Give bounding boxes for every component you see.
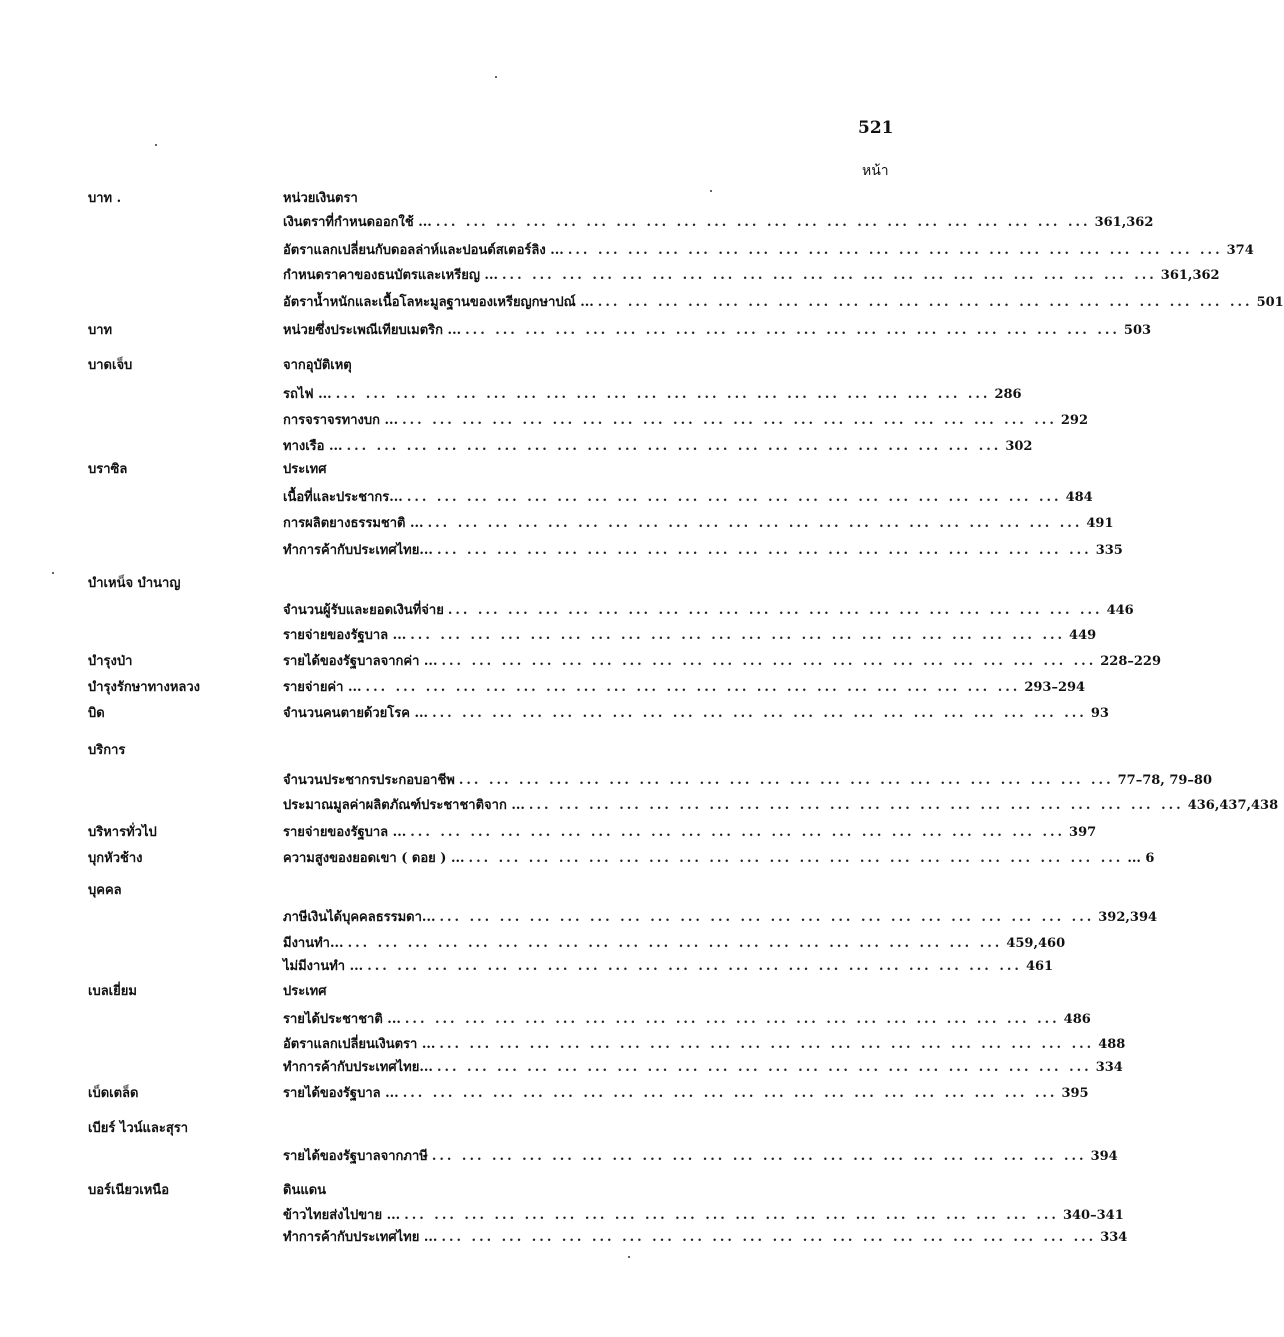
subentry-text: จำนวนประชากรประกอบอาชีพ bbox=[283, 773, 455, 788]
index-subentry bbox=[283, 933, 1066, 955]
page-reference: 446 bbox=[1106, 603, 1134, 618]
page-reference: 459,460 bbox=[1006, 936, 1066, 951]
index-entry bbox=[0, 770, 1213, 792]
subentry-text: รายได้ของรัฐบาลจากภาษี bbox=[283, 1149, 428, 1164]
leader-dots: ... ... ... ... ... ... ... ... ... ... ... ... ... ... ... ... ... ... ... ... ... ... bbox=[597, 295, 1253, 310]
leader-dots: ... ... ... ... ... ... ... ... ... ... ... ... ... ... ... ... ... ... ... ... ... ... bbox=[435, 215, 1091, 230]
index-entry bbox=[0, 600, 1134, 622]
leader-dots: ... ... ... ... ... ... ... ... ... ... ... ... ... ... ... ... ... ... ... ... ... ... bbox=[367, 959, 1022, 974]
subentry-text: ทำการค้ากับประเทศไทย... bbox=[283, 1060, 433, 1075]
page-reference: 228–229 bbox=[1100, 654, 1162, 669]
index-subentry bbox=[283, 600, 1134, 622]
index-term: บิด bbox=[88, 706, 105, 721]
subentry-text: รายได้ของรัฐบาลจากค่า ... bbox=[283, 654, 438, 669]
subentry-text: กำหนดราคาของธนบัตรและเหรียญ ... bbox=[283, 268, 499, 283]
index-subentry bbox=[283, 1180, 888, 1202]
page-reference: 461 bbox=[1025, 959, 1054, 974]
index-entry bbox=[0, 265, 1220, 287]
index-subentry bbox=[283, 703, 1109, 725]
index-subentry bbox=[283, 1034, 1126, 1056]
leader-dots: ... ... ... ... ... ... ... ... ... ... ... ... ... ... ... ... ... ... ... ... ... ... bbox=[404, 1208, 1059, 1223]
subentry-text: เนื้อที่และประชากร... bbox=[283, 490, 403, 505]
page-reference: 334 bbox=[1095, 1060, 1123, 1075]
index-term: บุกหัวช้าง bbox=[88, 851, 143, 866]
index-entry bbox=[0, 956, 1054, 978]
page-reference: 334 bbox=[1100, 1230, 1128, 1245]
index-term: บำเหน็จ บำนาญ bbox=[88, 576, 181, 591]
index-subentry bbox=[283, 1205, 1124, 1227]
leader-dots: ... ... ... ... ... ... ... ... ... ... ... ... ... ... ... ... ... ... ... ... ... ... bbox=[439, 910, 1095, 925]
subentry-text: รถไฟ ... bbox=[283, 387, 332, 402]
subentry-text: จากอุบัติเหตุ bbox=[283, 358, 352, 373]
index-entry bbox=[0, 240, 1254, 262]
leader-dots: ... ... ... ... ... ... ... ... ... ... ... ... ... ... ... ... ... ... ... ... ... ... bbox=[441, 654, 1097, 669]
index-subentry bbox=[283, 1009, 1091, 1031]
index-entry bbox=[0, 540, 1123, 562]
index-entry bbox=[0, 513, 1114, 535]
subentry-text: จำนวนคนตายด้วยโรค ... bbox=[283, 706, 429, 721]
index-subentry bbox=[283, 240, 1254, 262]
scan-speck bbox=[628, 1256, 630, 1258]
leader-dots: ... ... ... ... ... ... ... ... ... ... ... ... ... ... ... ... ... ... ... ... ... ... bbox=[335, 387, 991, 402]
index-entry bbox=[0, 384, 1022, 406]
leader-dots: ... ... ... ... ... ... ... ... ... ... ... ... ... ... ... ... ... ... ... ... ... ... bbox=[528, 798, 1184, 813]
subentry-text: จำนวนผู้รับและยอดเงินที่จ่าย bbox=[283, 603, 444, 618]
index-entry bbox=[0, 677, 1086, 699]
index-entry bbox=[0, 795, 1279, 817]
index-entry bbox=[0, 355, 941, 377]
leader-dots: ... ... ... ... ... ... ... ... ... ... ... ... ... ... ... ... ... ... ... ... ... ... bbox=[465, 323, 1120, 338]
index-subentry bbox=[283, 410, 1089, 432]
page-reference: 486 bbox=[1063, 1012, 1091, 1027]
leader-dots: ... ... ... ... ... ... ... ... ... ... ... ... ... ... ... ... ... ... ... ... ... ... bbox=[439, 1037, 1095, 1052]
page-reference: 93 bbox=[1090, 706, 1109, 721]
subentry-text: ประเทศ bbox=[283, 984, 327, 999]
index-entry bbox=[0, 1118, 941, 1140]
index-entry bbox=[0, 1034, 1126, 1056]
page-reference: 77–78, 79–80 bbox=[1117, 773, 1213, 788]
index-entry bbox=[0, 573, 941, 595]
index-subentry bbox=[283, 188, 888, 210]
page-reference: 361,362 bbox=[1160, 268, 1220, 283]
index-subentry bbox=[283, 355, 888, 377]
page-reference: 392,394 bbox=[1098, 910, 1158, 925]
index-entry bbox=[0, 907, 1158, 929]
page-reference: 340–341 bbox=[1062, 1208, 1124, 1223]
index-entry bbox=[0, 1180, 941, 1202]
index-subentry bbox=[283, 292, 1284, 314]
subentry-text: เงินตราที่กำหนดออกใช้ ... bbox=[283, 215, 432, 230]
index-entry bbox=[0, 880, 941, 902]
leader-dots: ... ... ... ... ... ... ... ... ... ... ... ... ... ... ... ... ... ... ... ... ... ... bbox=[402, 413, 1057, 428]
subentry-text: ดินแดน bbox=[283, 1183, 327, 1198]
leader-dots: ... ... ... ... ... ... ... ... ... ... ... ... ... ... ... ... ... ... ... ... ... ... bbox=[567, 243, 1223, 258]
index-subentry bbox=[283, 770, 1213, 792]
page-column-header: หน้า bbox=[862, 163, 889, 179]
index-subentry bbox=[283, 513, 1114, 535]
subentry-text: ข้าวไทยส่งไปขาย ... bbox=[283, 1208, 401, 1223]
index-term: บาท bbox=[88, 323, 113, 338]
page-reference: 503 bbox=[1123, 323, 1152, 338]
subentry-text: มีงานทำ... bbox=[283, 936, 344, 951]
page-reference: 286 bbox=[994, 387, 1022, 402]
index-subentry bbox=[283, 956, 1054, 978]
index-entry bbox=[0, 1009, 1091, 1031]
leader-dots: ... ... ... ... ... ... ... ... ... ... ... ... ... ... ... ... ... ... ... ... ... ... bbox=[432, 706, 1087, 721]
page-reference: 395 bbox=[1061, 1086, 1089, 1101]
page-reference: 292 bbox=[1060, 413, 1089, 428]
index-term: บุคคล bbox=[88, 883, 122, 898]
index-entry bbox=[0, 848, 1155, 870]
index-entry bbox=[0, 1205, 1124, 1227]
index-entry bbox=[0, 1083, 1089, 1105]
index-term: บอร์เนียวเหนือ bbox=[88, 1183, 169, 1198]
leader-dots: ... ... ... ... ... ... ... ... ... ... ... ... ... ... ... ... ... ... ... ... ... ... bbox=[406, 490, 1062, 505]
index-term: เบ็ดเตล็ด bbox=[88, 1086, 139, 1101]
index-term: บาดเจ็บ bbox=[88, 358, 133, 373]
index-entry bbox=[0, 188, 941, 210]
index-subentry bbox=[283, 1146, 1118, 1168]
subentry-text: รายได้ประชาชาติ ... bbox=[283, 1012, 401, 1027]
index-subentry bbox=[283, 981, 888, 1003]
page-reference: 335 bbox=[1095, 543, 1123, 558]
page-reference: 501 bbox=[1256, 295, 1284, 310]
index-entry bbox=[0, 822, 1097, 844]
index-term: บำรุงรักษาทางหลวง bbox=[88, 680, 201, 695]
leader-dots: ... ... ... ... ... ... ... ... ... ... ... ... ... ... ... ... ... ... ... ... ... ... bbox=[436, 543, 1092, 558]
index-term: เบียร์ ไวน์และสุรา bbox=[88, 1121, 189, 1136]
index-term: บริหารทั่วไป bbox=[88, 825, 157, 840]
index-entry bbox=[0, 212, 1154, 234]
leader-dots: ... ... ... ... ... ... ... ... ... ... ... ... ... ... ... ... ... ... ... ... ... ... bbox=[427, 516, 1083, 531]
index-subentry bbox=[283, 212, 1154, 234]
page-reference: 449 bbox=[1069, 628, 1097, 643]
subentry-text: ความสูงของยอดเขา ( ดอย ) ... bbox=[283, 851, 465, 866]
index-entry bbox=[0, 292, 1284, 314]
index-subentry bbox=[283, 436, 1033, 458]
page-reference: 488 bbox=[1098, 1037, 1126, 1052]
subentry-text: หน่วยซึ่งประเพณีเทียบเมตริก ... bbox=[283, 323, 462, 338]
index-subentry bbox=[283, 265, 1220, 287]
page-reference: 394 bbox=[1090, 1149, 1118, 1164]
index-entry bbox=[0, 487, 1093, 509]
index-entry bbox=[0, 703, 1109, 725]
index-entry bbox=[0, 981, 941, 1003]
page-reference: 484 bbox=[1065, 490, 1093, 505]
index-term: บราซิล bbox=[88, 462, 128, 477]
leader-dots: ... ... ... ... ... ... ... ... ... ... ... ... ... ... ... ... ... ... ... ... ... ... bbox=[346, 439, 1002, 454]
page-reference: 302 bbox=[1005, 439, 1033, 454]
subentry-text: ทำการค้ากับประเทศไทย ... bbox=[283, 1230, 438, 1245]
subentry-text: ประเทศ bbox=[283, 462, 327, 477]
leader-dots: ... ... ... ... ... ... ... ... ... ... ... ... ... ... ... ... ... ... ... ... ... ... bbox=[410, 628, 1066, 643]
page-reference: 361,362 bbox=[1094, 215, 1154, 230]
subentry-text: ภาษีเงินได้บุคคลธรรมดา... bbox=[283, 910, 436, 925]
index-entry bbox=[0, 459, 941, 481]
index-subentry bbox=[283, 677, 1086, 699]
page-number: 521 bbox=[858, 118, 894, 138]
subentry-text: ทางเรือ ... bbox=[283, 439, 343, 454]
index-entry bbox=[0, 1146, 1118, 1168]
subentry-text: การจราจรทางบก ... bbox=[283, 413, 399, 428]
index-entry bbox=[0, 1227, 1128, 1249]
index-subentry bbox=[283, 459, 888, 481]
page-reference: 491 bbox=[1086, 516, 1114, 531]
scan-speck bbox=[52, 572, 54, 574]
page-reference: 397 bbox=[1069, 825, 1097, 840]
index-entry bbox=[0, 625, 1097, 647]
index-subentry bbox=[283, 1057, 1123, 1079]
subentry-text: อัตราแลกเปลี่ยนเงินตรา ... bbox=[283, 1037, 436, 1052]
index-entry bbox=[0, 740, 941, 762]
index-entry bbox=[0, 1057, 1123, 1079]
index-term: บำรุงป่า bbox=[88, 654, 133, 669]
subentry-text: หน่วยเงินตรา bbox=[283, 191, 358, 206]
index-term: บริการ bbox=[88, 743, 126, 758]
subentry-text: อัตราน้ำหนักและเนื้อโลหะมูลฐานของเหรียญกษาปณ์ ... bbox=[283, 295, 594, 310]
leader-dots: ... ... ... ... ... ... ... ... ... ... ... ... ... ... ... ... ... ... ... ... ... ... bbox=[410, 825, 1066, 840]
page-reference: 293–294 bbox=[1024, 680, 1086, 695]
index-entry bbox=[0, 320, 1152, 342]
leader-dots: ... ... ... ... ... ... ... ... ... ... ... ... ... ... ... ... ... ... ... ... ... ... bbox=[447, 603, 1103, 618]
subentry-text: การผลิตยางธรรมชาติ ... bbox=[283, 516, 424, 531]
page-reference: 374 bbox=[1226, 243, 1254, 258]
page-reference: 436,437,438 bbox=[1187, 798, 1279, 813]
page-reference: ... 6 bbox=[1127, 851, 1155, 866]
index-subentry bbox=[283, 1227, 1128, 1249]
index-entry bbox=[0, 651, 1162, 673]
leader-dots: ... ... ... ... ... ... ... ... ... ... ... ... ... ... ... ... ... ... ... ... ... ... bbox=[404, 1012, 1060, 1027]
index-subentry bbox=[283, 625, 1097, 647]
index-subentry bbox=[283, 795, 1279, 817]
leader-dots: ... ... ... ... ... ... ... ... ... ... ... ... ... ... ... ... ... ... ... ... ... ... bbox=[402, 1086, 1058, 1101]
subentry-text: รายจ่ายของรัฐบาล ... bbox=[283, 628, 407, 643]
index-subentry bbox=[283, 320, 1152, 342]
leader-dots: ... ... ... ... ... ... ... ... ... ... ... ... ... ... ... ... ... ... ... ... ... ... bbox=[436, 1060, 1092, 1075]
index-subentry bbox=[283, 1083, 1089, 1105]
index-entry bbox=[0, 933, 1066, 955]
subentry-text: อัตราแลกเปลี่ยนกับดอลล่าห์และปอนด์สเตอร์ลิง ... bbox=[283, 243, 564, 258]
scan-speck bbox=[495, 76, 497, 78]
subentry-text: ไม่มีงานทำ ... bbox=[283, 959, 364, 974]
index-subentry bbox=[283, 651, 1162, 673]
index-term: บาท . bbox=[88, 191, 122, 206]
subentry-text: ทำการค้ากับประเทศไทย... bbox=[283, 543, 433, 558]
leader-dots: ... ... ... ... ... ... ... ... ... ... ... ... ... ... ... ... ... ... ... ... ... ... bbox=[502, 268, 1157, 283]
index-subentry bbox=[283, 907, 1158, 929]
leader-dots: ... ... ... ... ... ... ... ... ... ... ... ... ... ... ... ... ... ... ... ... ... ... bbox=[431, 1149, 1087, 1164]
index-subentry bbox=[283, 384, 1022, 406]
subentry-text: รายจ่ายค่า ... bbox=[283, 680, 362, 695]
index-subentry bbox=[283, 848, 1155, 870]
index-entry bbox=[0, 410, 1089, 432]
leader-dots: ... ... ... ... ... ... ... ... ... ... ... ... ... ... ... ... ... ... ... ... ... ... bbox=[458, 773, 1114, 788]
index-term: เบลเยี่ยม bbox=[88, 984, 137, 999]
subentry-text: ประมาณมูลค่าผลิตภัณฑ์ประชาชาติจาก ... bbox=[283, 798, 525, 813]
leader-dots: ... ... ... ... ... ... ... ... ... ... ... ... ... ... ... ... ... ... ... ... ... ... bbox=[365, 680, 1021, 695]
leader-dots: ... ... ... ... ... ... ... ... ... ... ... ... ... ... ... ... ... ... ... ... ... ... bbox=[468, 851, 1124, 866]
leader-dots: ... ... ... ... ... ... ... ... ... ... ... ... ... ... ... ... ... ... ... ... ... ... bbox=[347, 936, 1003, 951]
index-subentry bbox=[283, 822, 1097, 844]
index-entry bbox=[0, 436, 1033, 458]
subentry-text: รายได้ของรัฐบาล ... bbox=[283, 1086, 399, 1101]
scan-speck bbox=[155, 144, 157, 146]
index-subentry bbox=[283, 487, 1093, 509]
index-subentry bbox=[283, 540, 1123, 562]
scan-speck bbox=[710, 190, 712, 192]
leader-dots: ... ... ... ... ... ... ... ... ... ... ... ... ... ... ... ... ... ... ... ... ... ... bbox=[441, 1230, 1097, 1245]
subentry-text: รายจ่ายของรัฐบาล ... bbox=[283, 825, 407, 840]
